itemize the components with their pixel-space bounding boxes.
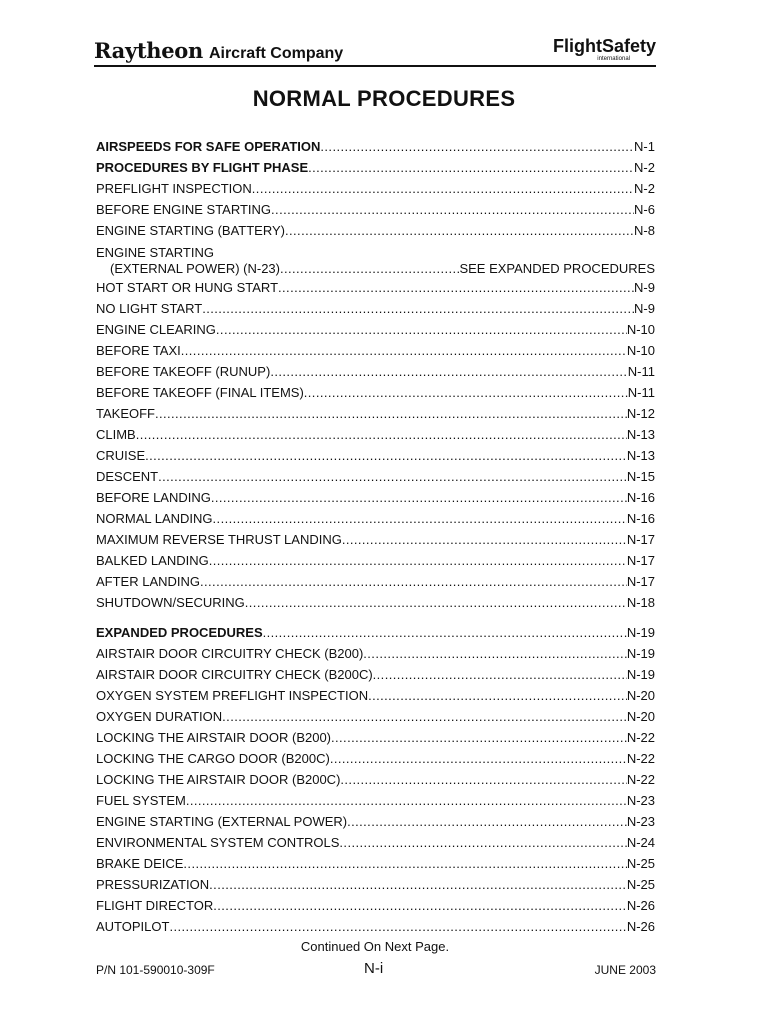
toc-entry [96,571,655,592]
toc-entry [96,550,655,571]
toc-entry [96,874,655,895]
toc-entry [96,853,655,874]
toc-dot-leader [145,445,627,466]
toc-entry-page: N-10 [626,343,655,358]
toc-entry-label: NORMAL LANDING [96,511,213,526]
toc-dot-leader [342,529,627,550]
page-number: N-i [364,960,384,977]
toc-dot-leader [308,157,634,178]
toc-dot-leader [211,487,627,508]
toc-entry-label: CLIMB [96,427,136,442]
toc-entry-page: N-9 [634,280,655,295]
toc-dot-leader [202,298,634,319]
toc-dot-leader [169,916,626,937]
toc-entry [96,832,655,853]
toc-entry-label: PREFLIGHT INSPECTION [96,181,252,196]
toc-entry-page: N-13 [626,448,655,463]
toc-entry-label: AFTER LANDING [96,574,201,589]
toc-entry [96,424,655,445]
page-header [94,36,656,68]
toc-entry [96,277,655,298]
toc-entry [96,382,655,403]
toc-dot-leader [213,508,627,529]
toc-entry-label: BEFORE ENGINE STARTING [96,202,272,217]
toc-entry-label: TAKEOFF [96,406,155,421]
toc-entry-page: N-26 [626,919,655,934]
toc-dot-leader [216,319,627,340]
toc-dot-leader [186,790,627,811]
toc-entry-label: HOT START OR HUNG START [96,280,279,295]
toc-entry [96,157,655,178]
toc-entry-page: SEE EXPANDED PROCEDURES [459,261,655,276]
toc-entry-label: OXYGEN DURATION [96,709,223,724]
toc-dot-leader [373,664,627,685]
toc-entry [96,769,655,790]
header-divider [94,65,656,67]
toc-entry [96,178,655,199]
page-title: NORMAL PROCEDURES [252,86,516,111]
revision-date: JUNE 2003 [594,963,656,977]
toc-dot-leader [363,643,627,664]
toc-entry [96,241,655,277]
toc-entry-page: N-1 [634,139,655,154]
toc-entry-label: PROCEDURES BY FLIGHT PHASE [96,160,309,175]
toc-entry-page: N-25 [626,877,655,892]
toc-dot-leader [213,895,627,916]
toc-entry-page: N-17 [626,574,655,589]
toc-dot-leader [339,832,626,853]
toc-dot-leader [330,748,627,769]
toc-entry-label: ENGINE STARTING [96,245,214,260]
toc-entry-label: ENGINE CLEARING [96,322,216,337]
toc-entry [96,529,655,550]
toc-entry [96,298,655,319]
toc-entry [96,811,655,832]
toc-entry [96,592,655,613]
toc-entry-page: N-16 [626,490,655,505]
toc-entry-label: BEFORE TAKEOFF (FINAL ITEMS) [96,385,304,400]
toc-entry-label: BEFORE LANDING [96,490,211,505]
toc-entry [96,643,655,664]
toc-dot-leader [285,220,634,241]
toc-entry-label: SHUTDOWN/SECURING [96,595,245,610]
toc-dot-leader [368,685,627,706]
toc-entry-page: N-19 [626,667,655,682]
toc-entry [96,199,655,220]
toc-dot-leader [270,361,627,382]
toc-entry-page: N-8 [634,223,655,238]
flightsafety-logo [553,36,656,63]
toc-dot-leader [209,550,627,571]
toc-entry-label: FUEL SYSTEM [96,793,186,808]
toc-entry [96,361,655,382]
toc-entry-label: ENGINE STARTING (EXTERNAL POWER) [96,814,348,829]
toc-entry [96,319,655,340]
toc-entry-page: N-17 [626,553,655,568]
toc-entry-label: MAXIMUM REVERSE THRUST LANDING [96,532,342,547]
toc-entry-label: AIRSTAIR DOOR CIRCUITRY CHECK (B200) [96,646,364,661]
toc-dot-leader [280,261,459,277]
toc-entry-page: N-2 [634,181,655,196]
toc-entry [96,340,655,361]
toc-entry-page: N-23 [626,793,655,808]
toc-entry-label: DESCENT [96,469,159,484]
toc-entry [96,916,655,937]
toc-entry-page: N-22 [626,772,655,787]
toc-dot-leader [331,727,627,748]
toc-entry [96,445,655,466]
toc-entry-label: ENVIRONMENTAL SYSTEM CONTROLS [96,835,340,850]
toc-dot-leader [136,424,627,445]
toc-dot-leader [155,403,627,424]
toc-dot-leader [347,811,627,832]
toc-entry-page: N-25 [626,856,655,871]
toc-entry-page: N-2 [634,160,655,175]
toc-entry-page: N-11 [627,385,655,400]
toc-entry-page: N-26 [626,898,655,913]
toc-entry-page: N-6 [634,202,655,217]
toc-entry-label: LOCKING THE CARGO DOOR (B200C) [96,751,330,766]
toc-entry-page: N-17 [626,532,655,547]
toc-entry-page: N-20 [626,688,655,703]
toc-entry-label: ENGINE STARTING (BATTERY) [96,223,286,238]
toc-entry [96,220,655,241]
toc-dot-leader [320,136,634,157]
toc-dot-leader [340,769,626,790]
toc-entry [96,685,655,706]
toc-dot-leader [158,466,627,487]
toc-entry-label: BEFORE TAXI [96,343,181,358]
toc-entry-label: OXYGEN SYSTEM PREFLIGHT INSPECTION [96,688,369,703]
toc-entry-label: (EXTERNAL POWER) (N-23) [110,261,280,276]
toc-entry-label: AIRSPEEDS FOR SAFE OPERATION [96,139,321,154]
toc-entry [96,403,655,424]
toc-entry-label: BRAKE DEICE [96,856,184,871]
toc-entry-page: N-12 [626,406,655,421]
toc-entry-page: N-11 [627,364,655,379]
table-of-contents [96,136,655,937]
toc-entry-label: FLIGHT DIRECTOR [96,898,214,913]
toc-entry [96,466,655,487]
toc-dot-leader [252,178,634,199]
toc-entry-label: PRESSURIZATION [96,877,210,892]
flightsafety-wordmark: FlightSafety [552,36,656,56]
toc-entry [96,508,655,529]
toc-dot-leader [278,277,634,298]
toc-entry [96,622,655,643]
toc-dot-leader [183,853,626,874]
flightsafety-subtitle: international [597,56,630,62]
toc-entry-label: EXPANDED PROCEDURES [96,625,263,640]
toc-entry-page: N-20 [626,709,655,724]
toc-entry-page: N-23 [626,814,655,829]
toc-entry-label: AIRSTAIR DOOR CIRCUITRY CHECK (B200C) [96,667,373,682]
toc-entry-page: N-19 [626,625,655,640]
toc-entry-page: N-10 [626,322,655,337]
toc-entry-label: LOCKING THE AIRSTAIR DOOR (B200C) [96,772,341,787]
toc-entry-page: N-24 [626,835,655,850]
toc-dot-leader [209,874,627,895]
toc-entry-page: N-9 [634,301,655,316]
toc-entry-label: LOCKING THE AIRSTAIR DOOR (B200) [96,730,332,745]
toc-dot-leader [245,592,627,613]
raytheon-logo [94,38,343,63]
toc-entry [96,727,655,748]
toc-dot-leader [200,571,627,592]
aircraft-company-text: Aircraft Company [208,45,344,62]
toc-entry [96,895,655,916]
toc-dot-leader [181,340,627,361]
toc-entry-page: N-22 [626,730,655,745]
toc-entry-label: NO LIGHT START [96,301,203,316]
toc-dot-leader [304,382,628,403]
toc-entry [96,136,655,157]
toc-entry [96,487,655,508]
toc-entry-page: N-15 [626,469,655,484]
toc-entry [96,748,655,769]
toc-entry-page: N-16 [626,511,655,526]
toc-entry-label: CRUISE [96,448,146,463]
toc-entry-label: AUTOPILOT [96,919,170,934]
toc-entry-page: N-22 [626,751,655,766]
toc-entry-continuation [96,261,655,277]
part-number: P/N 101-590010-309F [96,963,215,977]
toc-entry [96,664,655,685]
toc-entry-page: N-13 [626,427,655,442]
toc-entry-page: N-18 [626,595,655,610]
toc-entry [96,706,655,727]
toc-entry [96,790,655,811]
raytheon-wordmark: Raytheon [94,38,203,63]
toc-dot-leader [263,622,627,643]
toc-dot-leader [271,199,634,220]
toc-entry-page: N-19 [626,646,655,661]
toc-entry-label: BALKED LANDING [96,553,209,568]
continued-note: Continued On Next Page. [300,939,450,954]
toc-entry-label: BEFORE TAKEOFF (RUNUP) [96,364,271,379]
toc-dot-leader [222,706,627,727]
